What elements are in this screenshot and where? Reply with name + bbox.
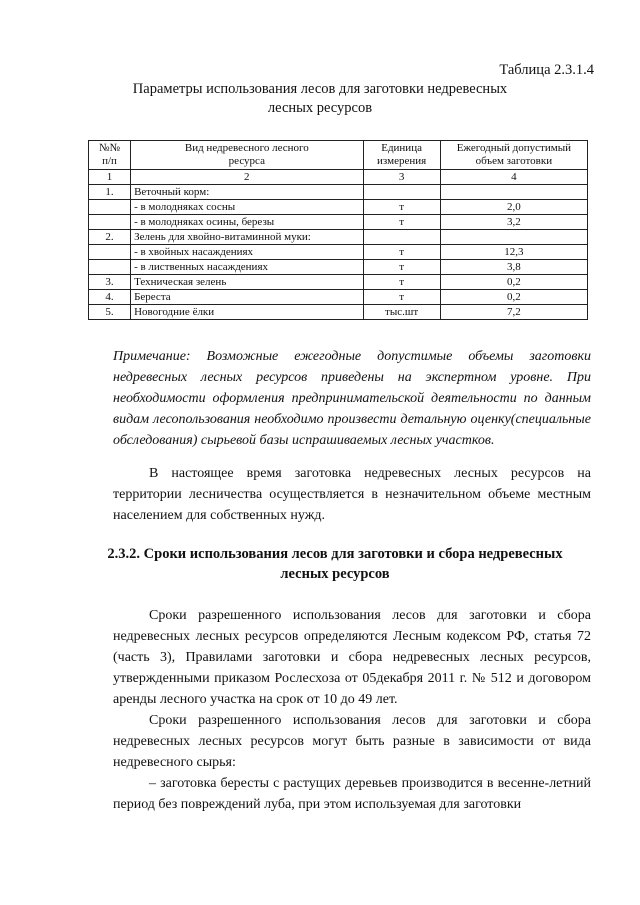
row-unit: т <box>363 215 440 230</box>
row-num: 2. <box>89 230 131 245</box>
table-row <box>89 275 588 290</box>
paragraph-current-harvest: В настоящее время заготовка недревесных лесных ресурсов на территории лесничества осуществляется в незначительном объеме местным населением для собственных нужд. <box>113 466 591 523</box>
col-index-3: 3 <box>363 170 440 185</box>
row-value: 7,2 <box>440 305 587 320</box>
table-row <box>89 290 588 305</box>
table-row <box>89 305 588 320</box>
row-name: - в молодняках осины, березы <box>131 215 363 230</box>
row-num: 4. <box>89 290 131 305</box>
table-number: Таблица 2.3.1.4 <box>499 62 594 78</box>
row-name: - в лиственных насаждениях <box>131 260 363 275</box>
section-heading <box>60 544 610 584</box>
paragraph-birch-bark: – заготовка бересты с растущих деревьев производится в весенне-летний период без повреждений луба, при этом используемая для заготовки <box>113 776 591 812</box>
row-value: 3,2 <box>440 215 587 230</box>
row-value: 2,0 <box>440 200 587 215</box>
row-value <box>440 230 587 245</box>
row-name: Береста <box>131 290 363 305</box>
row-unit: т <box>363 245 440 260</box>
table-title <box>80 80 560 118</box>
row-num <box>89 245 131 260</box>
header-unit: Единица измерения <box>363 141 440 170</box>
row-name: - в хвойных насаждениях <box>131 245 363 260</box>
paragraph-terms-vary: Сроки разрешенного использования лесов для заготовки и сбора недревесных лесных ресурсов могут быть разные в зависимости от вида недревесного сырья: <box>113 713 591 770</box>
col-index-4: 4 <box>440 170 587 185</box>
row-num <box>89 200 131 215</box>
col-index-1: 1 <box>89 170 131 185</box>
row-num: 5. <box>89 305 131 320</box>
header-resource: Вид недревесного лесного ресурса <box>131 141 363 170</box>
row-unit <box>363 230 440 245</box>
row-num <box>89 215 131 230</box>
table-title-line1: Параметры использования лесов для заготовки недревесных <box>132 81 508 97</box>
resources-table <box>88 140 588 320</box>
table-row <box>89 260 588 275</box>
row-unit <box>363 185 440 200</box>
row-value: 0,2 <box>440 290 587 305</box>
row-num: 3. <box>89 275 131 290</box>
table-row <box>89 185 588 200</box>
row-num <box>89 260 131 275</box>
col-index-2: 2 <box>131 170 363 185</box>
row-num: 1. <box>89 185 131 200</box>
row-unit: тыс.шт <box>363 305 440 320</box>
table-note: Примечание: Возможные ежегодные допустимые объемы заготовки недревесных лесных ресурсов приведены на экспертном уровне. При необходимости оформления предпринимательской деятельности по данным видам лесопользования необходимо произвести детальную оценку(специальные обследования) сырьевой базы испрашиваемых лесных участков. <box>113 349 591 448</box>
row-name: Техническая зелень <box>131 275 363 290</box>
paragraph-terms: Сроки разрешенного использования лесов для заготовки и сбора недревесных лесных ресурсов определяются Лесным кодексом РФ, статья 72 (часть 3), Правилами заготовки и сбора недревесных лесных ресурсов, утвержденными приказом Рослесхоза от 05декабря 2011 г. № 512 и договором аренды лесного участка на срок от 10 до 49 лет. <box>113 608 591 707</box>
table-title-line2: лесных ресурсов <box>267 100 373 116</box>
row-unit: т <box>363 275 440 290</box>
table-row <box>89 200 588 215</box>
header-volume: Ежегодный допустимый объем заготовки <box>440 141 587 170</box>
row-name: - в молодняках сосны <box>131 200 363 215</box>
section-heading-line1: 2.3.2. Сроки использования лесов для заготовки и сбора недревесных <box>107 546 563 562</box>
table-row <box>89 215 588 230</box>
row-value <box>440 185 587 200</box>
header-num: №№ п/п <box>89 141 131 170</box>
column-index-row <box>89 170 588 185</box>
table-row <box>89 230 588 245</box>
row-unit: т <box>363 200 440 215</box>
table-row <box>89 245 588 260</box>
row-unit: т <box>363 290 440 305</box>
row-name: Веточный корм: <box>131 185 363 200</box>
section-heading-line2: лесных ресурсов <box>280 566 390 582</box>
row-name: Новогодние ёлки <box>131 305 363 320</box>
row-value: 0,2 <box>440 275 587 290</box>
row-unit: т <box>363 260 440 275</box>
table-header-row <box>89 141 588 170</box>
row-name: Зелень для хвойно-витаминной муки: <box>131 230 363 245</box>
row-value: 12,3 <box>440 245 587 260</box>
row-value: 3,8 <box>440 260 587 275</box>
